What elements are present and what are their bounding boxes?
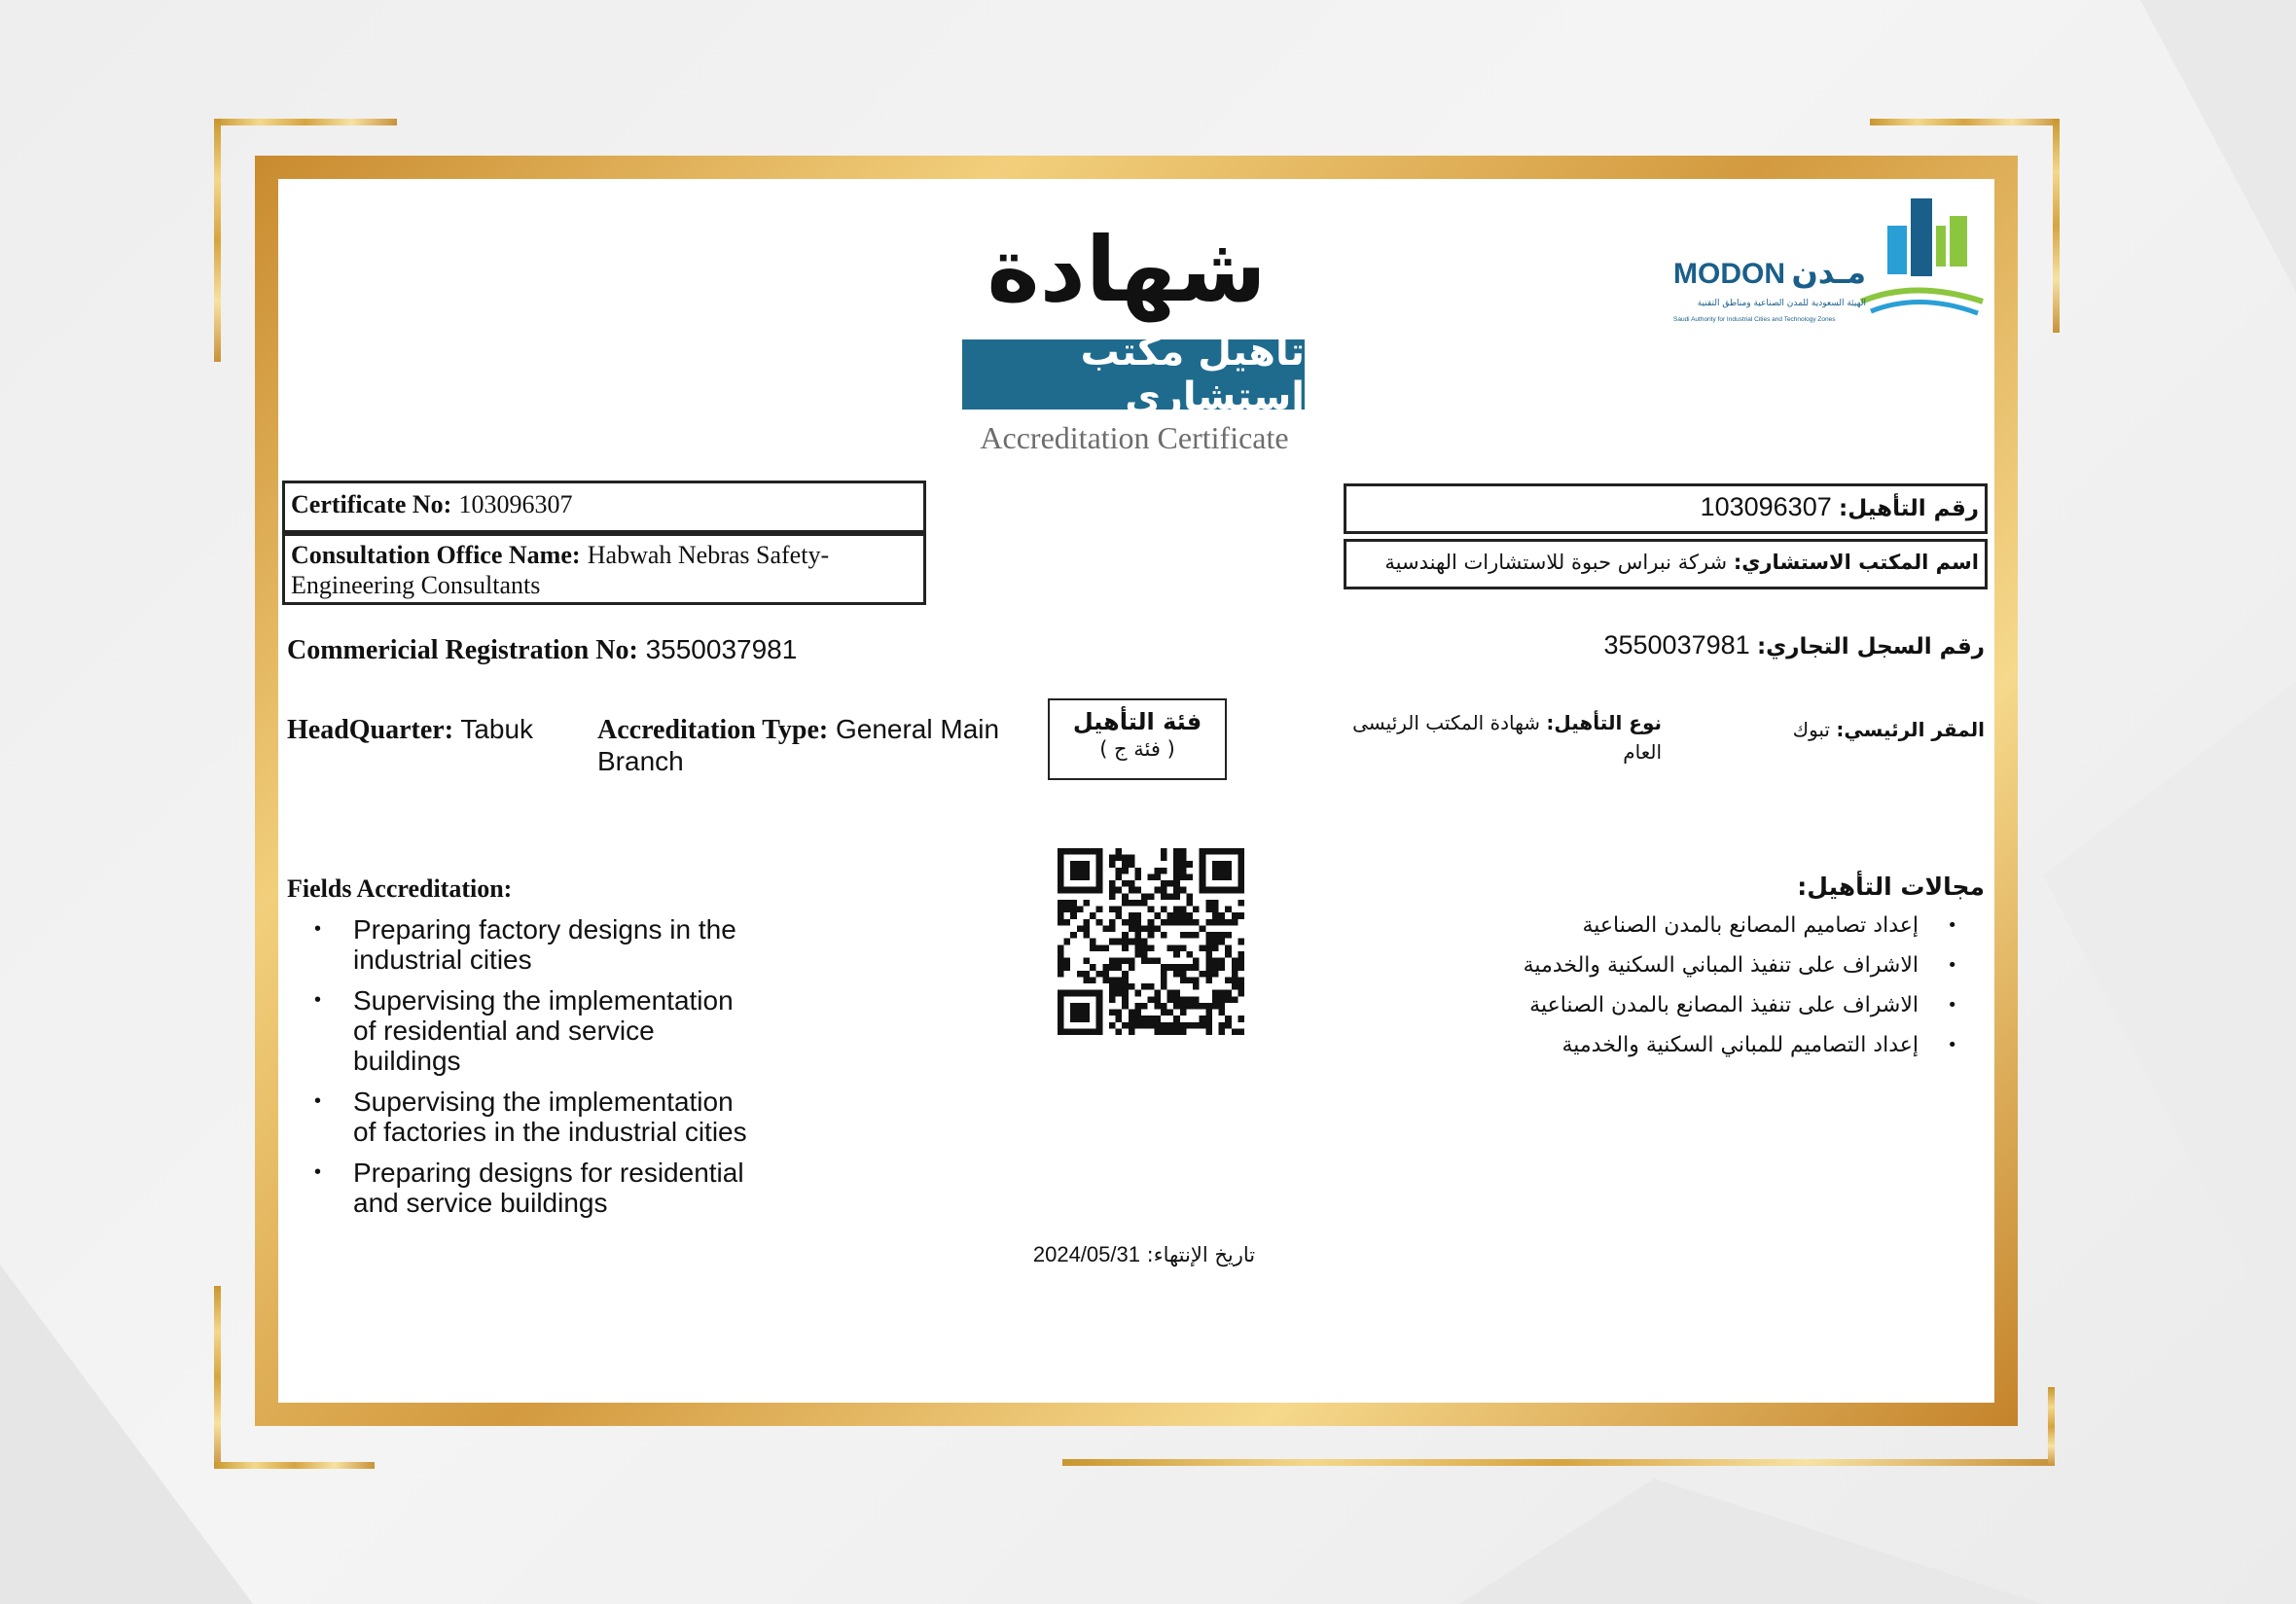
logo-sub-en: Saudi Authority for Industrial Cities and Technology Zones bbox=[1673, 316, 1836, 323]
cert-no-label-ar: رقم التأهيل: bbox=[1839, 496, 1979, 521]
hq-value-en: Tabuk bbox=[460, 714, 534, 744]
office-name-en bbox=[282, 533, 926, 605]
category-label: فئة التأهيل bbox=[1072, 708, 1202, 735]
list-item: • إعداد التصاميم للمباني السكنية والخدمية bbox=[1561, 1033, 1957, 1057]
cert-no-value-en: 103096307 bbox=[458, 490, 573, 518]
gold-accent-left-bottom bbox=[214, 1286, 221, 1469]
gold-accent-left-top bbox=[214, 119, 221, 362]
bullet-icon: • bbox=[314, 989, 322, 1011]
gold-accent-bottom-right bbox=[1062, 1459, 2055, 1466]
list-item: • الاشراف على تنفيذ المباني السكنية والخدمية bbox=[1523, 953, 1957, 978]
cr-en bbox=[287, 634, 797, 666]
type-label-ar: نوع التأهيل: bbox=[1546, 711, 1662, 734]
expiry-label: تاريخ الإنتهاء: bbox=[1146, 1243, 1256, 1266]
type-value-ar-1: شهادة المكتب الرئيسى bbox=[1352, 711, 1541, 734]
type-value-ar-2: العام bbox=[1623, 740, 1662, 764]
type-value-en-2: Branch bbox=[597, 746, 684, 776]
list-item: • Preparing designs for residential and service buildings bbox=[314, 1158, 744, 1218]
hq-value-ar: تبوك bbox=[1792, 718, 1830, 741]
certificate-title: شهادة bbox=[987, 218, 1267, 322]
hq-label-ar: المقر الرئيسي: bbox=[1836, 718, 1985, 741]
gold-accent-top-right bbox=[1870, 119, 2060, 125]
list-item: • الاشراف على تنفيذ المصانع بالمدن الصناعية bbox=[1529, 993, 1957, 1017]
certificate-number-ar bbox=[1344, 483, 1988, 534]
qr-code bbox=[1058, 848, 1244, 1035]
fields-list-en bbox=[287, 914, 832, 1229]
office-value-ar: شركة نبراس حبوة للاستشارات الهندسية bbox=[1384, 551, 1728, 574]
office-label-en: Consultation Office Name: bbox=[291, 541, 581, 569]
category-box bbox=[1048, 698, 1227, 780]
certificate-banner: تأهيل مكتب استشاري bbox=[962, 339, 1305, 410]
type-label-en: Accreditation Type: bbox=[597, 715, 829, 745]
hq-label-en: HeadQuarter: bbox=[287, 715, 454, 745]
bullet-icon: • bbox=[1947, 955, 1957, 976]
list-item: • Supervising the implementation of factories in the industrial cities bbox=[314, 1087, 747, 1147]
bullet-icon: • bbox=[1947, 915, 1957, 936]
logo-sub-ar: الهيئة السعودية للمدن الصناعية ومناطق التقنية bbox=[1697, 299, 1866, 308]
list-item: • Supervising the implementation of residential and service buildings bbox=[314, 985, 734, 1076]
list-item: • Preparing factory designs in the industrial cities bbox=[314, 914, 736, 975]
logo-name-en: MODON bbox=[1673, 258, 1785, 290]
type-en bbox=[597, 714, 999, 777]
certificate-number-en bbox=[282, 481, 926, 533]
expiry-value: 2024/05/31 bbox=[1032, 1242, 1140, 1266]
office-value-en-2: Engineering Consultants bbox=[291, 571, 541, 599]
cert-no-value-ar: 103096307 bbox=[1700, 492, 1832, 521]
bullet-icon: • bbox=[1947, 1035, 1957, 1055]
office-value-en-1: Habwah Nebras Safety- bbox=[587, 541, 830, 569]
category-value: ( فئة ج ) bbox=[1099, 737, 1175, 761]
certificate-subtitle: Accreditation Certificate bbox=[980, 420, 1289, 455]
list-item: • إعداد تصاميم المصانع بالمدن الصناعية bbox=[1582, 913, 1957, 938]
office-label-ar: اسم المكتب الاستشاري: bbox=[1733, 551, 1979, 574]
expiry-date bbox=[998, 1239, 1290, 1270]
cr-label-ar: رقم السجل التجاري: bbox=[1756, 634, 1985, 659]
gold-accent-bottom-left bbox=[214, 1462, 375, 1469]
gold-accent-right-bottom bbox=[2048, 1387, 2055, 1466]
bullet-icon: • bbox=[314, 1161, 322, 1183]
certificate-paper bbox=[278, 179, 1994, 1403]
cr-value-ar: 3550037981 bbox=[1603, 630, 1750, 659]
fields-label-en: Fields Accreditation: bbox=[287, 874, 513, 903]
fields-label-ar: مجالات التأهيل: bbox=[1797, 873, 1985, 901]
fields-list-ar bbox=[1381, 912, 1985, 1072]
hq-en bbox=[287, 714, 533, 746]
cr-ar bbox=[1603, 629, 1985, 662]
cr-label-en: Commericial Registration No: bbox=[287, 635, 638, 665]
gold-accent-right-top bbox=[2053, 119, 2060, 333]
type-value-en-1: General Main bbox=[835, 714, 1000, 744]
certificate-frame bbox=[255, 156, 2018, 1426]
type-ar bbox=[1309, 708, 1662, 766]
gold-accent-top-left bbox=[214, 119, 397, 125]
hq-ar bbox=[1793, 714, 1985, 745]
bullet-icon: • bbox=[314, 918, 322, 940]
office-name-ar bbox=[1344, 539, 1988, 589]
bullet-icon: • bbox=[1947, 995, 1957, 1016]
logo-name-ar: مـدن bbox=[1791, 254, 1866, 291]
bullet-icon: • bbox=[314, 1090, 322, 1112]
cert-no-label-en: Certificate No: bbox=[291, 490, 452, 518]
cr-value-en: 3550037981 bbox=[645, 634, 798, 664]
